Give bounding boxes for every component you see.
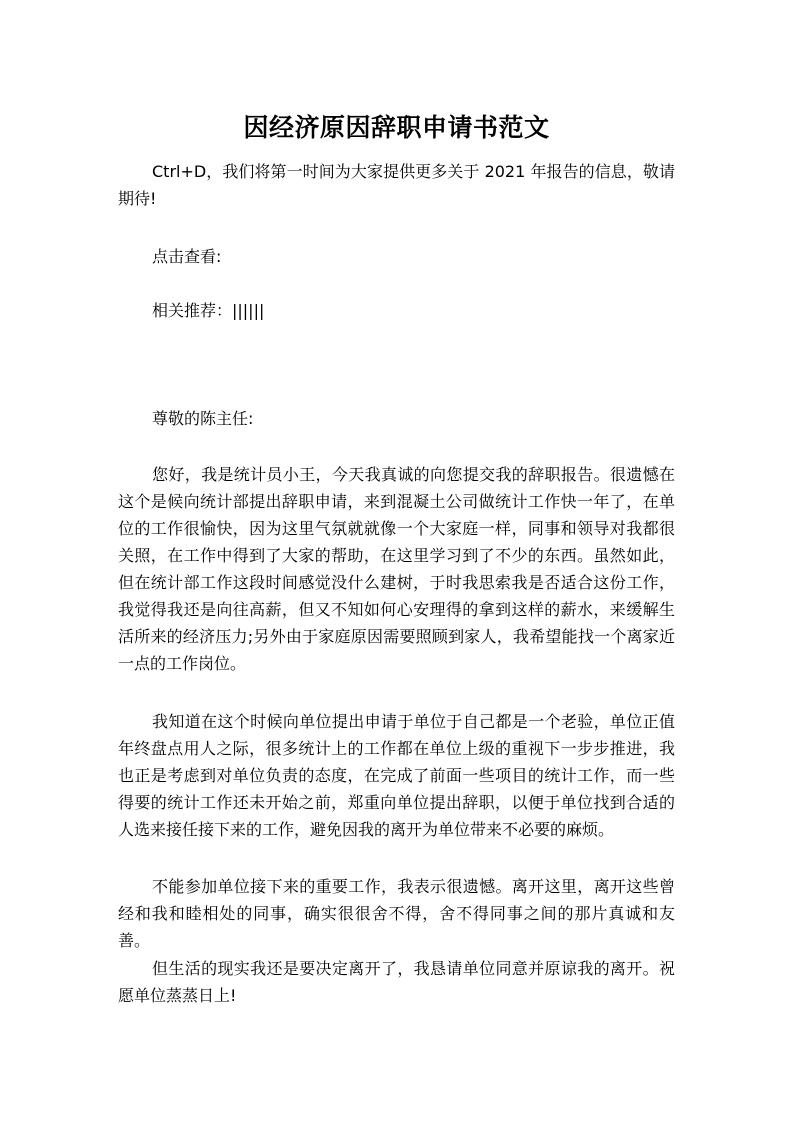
body-paragraph-1: 您好，我是统计员小王，今天我真诚的向您提交我的辞职报告。很遗憾在这个是候向统计部提出辞职申请，来到混凝土公司做统计工作快一年了，在单位的工作很愉快，因为这里气氛就就像一个大家庭一样，同事和领导对我都很关照，在工作中得到了大家的帮助，在这里学习到了不少的东西。虽然如此，但在统计部工作这段时间感觉没什么建树，于时我思索我是否适合这份工作，我觉得我还是向往高薪，但又不知如何心安理得的拿到这样的薪水，来缓解生活所来的经济压力;另外由于家庭原因需要照顾到家人，我希望能找一个离家近一点的工作岗位。 xyxy=(118,465,675,673)
click-view-label: 点击查看: xyxy=(152,247,222,266)
body-paragraph-4: 但生活的现实我还是要决定离开了，我恳请单位同意并原谅我的离开。祝愿单位蒸蒸日上! xyxy=(118,959,675,1005)
body-paragraph-2: 我知道在这个时候向单位提出申请于单位于自己都是一个老验，单位正值年终盘点用人之际，很多统计上的工作都在单位上级的重视下一步步推进，我也正是考虑到对单位负责的态度，在完成了前面一些项目的统计工作，而一些得要的统计工作还未开始之前，郑重向单位提出辞职，以便于单位找到合适的人选来接任接下来的工作，避免因我的离开为单位带来不必要的麻烦。 xyxy=(118,712,675,839)
body-paragraph-3: 不能参加单位接下来的重要工作，我表示很遗憾。离开这里，离开这些曾经和我和睦相处的同事，确实很很舍不得，舍不得同事之间的那片真诚和友善。 xyxy=(118,877,675,950)
related-recommendations: 相关推荐：|||||| xyxy=(152,301,265,320)
document-title: 因经济原因辞职申请书范文 xyxy=(243,113,550,142)
salutation: 尊敬的陈主任: xyxy=(152,409,254,428)
intro-paragraph: Ctrl+D，我们将第一时间为大家提供更多关于 2021 年报告的信息，敬请期待! xyxy=(118,162,675,208)
